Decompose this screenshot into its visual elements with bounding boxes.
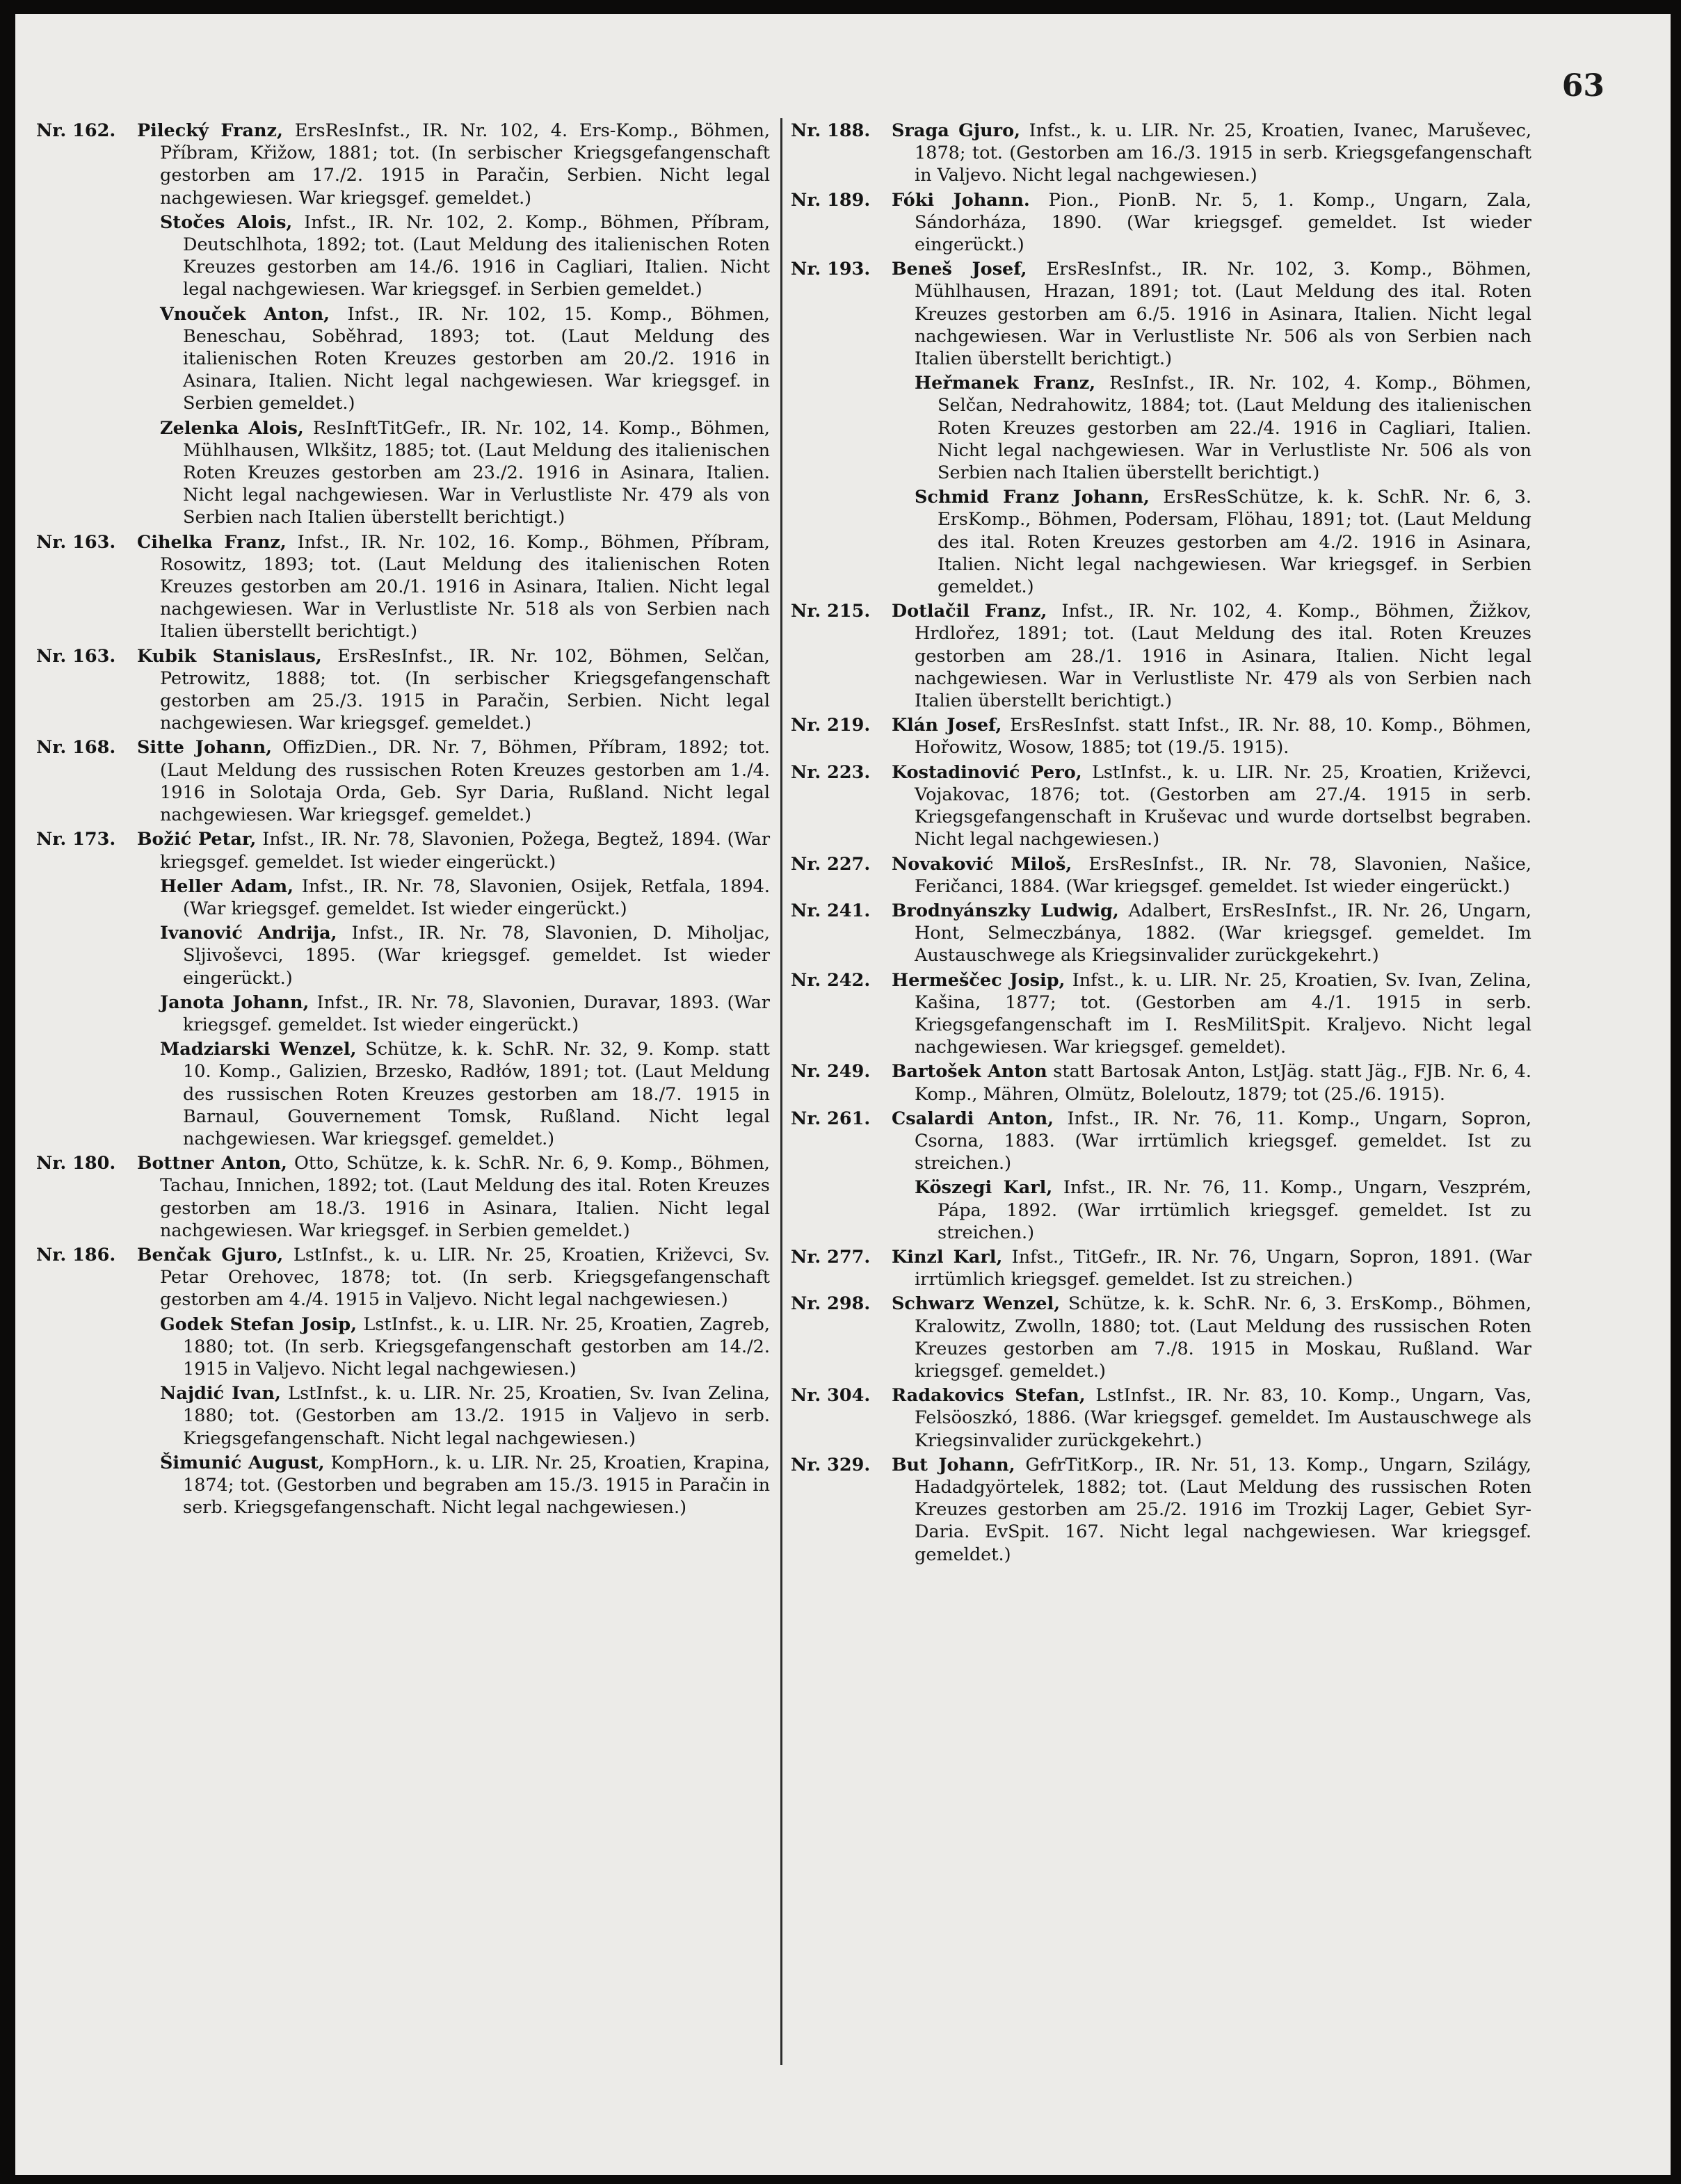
- entry-name: But Johann,: [892, 1454, 1015, 1475]
- column-divider: [780, 118, 782, 2065]
- entry-name: Cihelka Franz,: [137, 531, 287, 553]
- entry-body: [160, 417, 770, 529]
- entry-text: Schütze, k. k. SchR. Nr. 32, 9. Komp. statt 10. Komp., Galizien, Brzesko, Radłów, 1891; tot. (Laut Meldung des russischen Roten Kreuzes gestorben am 18./7. 1915 in Barnaul, Gouvernement Tomsk, Rußland. Nicht legal nachgewiesen. War kriegsgef. gemeldet.): [183, 1039, 771, 1149]
- casualty-entry: [36, 531, 770, 643]
- casualty-entry: [791, 714, 1531, 759]
- entry-name: Heřmanek Franz,: [915, 373, 1096, 394]
- entry-text: Pion., PionB. Nr. 5, 1. Komp., Ungarn, Zala, Sándorháza, 1890. (War kriegsgef. gemeldet. Ist wieder eingerückt.): [915, 189, 1532, 256]
- entry-body: [160, 1382, 770, 1450]
- entry-name: Schwarz Wenzel,: [892, 1293, 1061, 1315]
- entry-number: Nr. 180.: [36, 1153, 116, 1174]
- entry-body: [160, 875, 770, 920]
- entry-text: KompHorn., k. u. LIR. Nr. 25, Kroatien, Krapina, 1874; tot. (Gestorben und begraben am 15./3. 1915 in Paračin in serb. Kriegsgefangenschaft. Nicht legal nachgewiesen.): [183, 1452, 770, 1519]
- entry-body: [915, 372, 1531, 484]
- entry-name: Csalardi Anton,: [892, 1108, 1054, 1129]
- entry-text: GefrTitKorp., IR. Nr. 51, 13. Komp., Ungarn, Szilágy, Hadadgyörtelek, 1882; tot. (Laut Meldung des russischen Roten Kreuzes gestorben am 25./2. 1916 im Trozkij Lager, Gebiet Syr-Daria. EvSpit. 167. Nicht legal nachgewiesen. War kriegsgef. gemeldet.): [915, 1454, 1531, 1565]
- entry-body: [892, 1108, 1531, 1175]
- entry-text: Infst., IR. Nr. 78, Slavonien, Požega, Begtež, 1894. (War kriegsgef. gemeldet. Ist wieder eingerückt.): [160, 829, 771, 873]
- entry-body: [892, 714, 1531, 759]
- entry-name: Stočes Alois,: [160, 211, 293, 233]
- entry-text: LstInfst., IR. Nr. 83, 10. Komp., Ungarn, Vas, Felsöoszkó, 1886. (War kriegsgef. gemeldet. Im Austauschwege als Kriegsinvalider zurückgekehrt.): [915, 1385, 1532, 1451]
- casualty-entry: [36, 922, 770, 989]
- entry-number: Nr. 163.: [36, 531, 116, 553]
- entry-number: Nr. 162.: [36, 120, 116, 141]
- entry-number: Nr. 189.: [791, 189, 871, 211]
- casualty-entry: [36, 1452, 770, 1519]
- entry-text: ErsResInfst., IR. Nr. 102, Böhmen, Selčan, Petrowitz, 1888; tot. (In serbischer Kriegsgefangenschaft gestorben am 25./3. 1915 in Paračin, Serbien. Nicht legal nachgewiesen. War kriegsgef. gemeldet.): [160, 645, 771, 734]
- entry-name: Fóki Johann.: [892, 189, 1030, 211]
- left-column: [36, 120, 770, 1521]
- entry-name: Kubik Stanislaus,: [137, 645, 322, 667]
- casualty-entry: [36, 736, 770, 826]
- casualty-entry: [36, 1152, 770, 1242]
- entry-name: Köszegi Karl,: [915, 1177, 1053, 1199]
- entry-text: ErsResInfst., IR. Nr. 78, Slavonien, Našice, Feričanci, 1884. (War kriegsgef. gemeldet. Ist wieder eingerückt.): [915, 853, 1531, 897]
- casualty-entry: [791, 258, 1531, 370]
- entry-name: Klán Josef,: [892, 715, 1002, 736]
- casualty-entry: [36, 645, 770, 735]
- entry-body: [892, 1454, 1531, 1566]
- casualty-entry: [36, 303, 770, 415]
- entry-text: ErsResInfst., IR. Nr. 102, 4. Ers-Komp., Böhmen, Příbram, Křižow, 1881; tot. (In serbischer Kriegsgefangenschaft gestorben am 17./2. 1915 in Paračin, Serbien. Nicht legal nachgewiesen. War kriegsgef. gemeldet.): [160, 120, 770, 209]
- casualty-entry: [36, 828, 770, 873]
- entry-number: Nr. 277.: [791, 1246, 871, 1268]
- casualty-entry: [36, 992, 770, 1036]
- entry-body: [137, 828, 770, 873]
- entry-number: Nr. 215.: [791, 601, 871, 622]
- casualty-entry: [791, 853, 1531, 898]
- casualty-entry: [791, 1060, 1531, 1105]
- casualty-entry: [36, 875, 770, 920]
- entry-name: Brodnyánszky Ludwig,: [892, 900, 1119, 921]
- entry-text: ResInftTitGefr., IR. Nr. 102, 14. Komp., Böhmen, Mühlhausen, Wlkšitz, 1885; tot. (Laut Meldung des italienischen Roten Kreuzes gestorben am 23./2. 1916 in Asinara, Italien. Nicht legal nachgewiesen. War in Verlustliste Nr. 479 als von Serbien nach Italien überstellt berichtigt.): [183, 417, 770, 528]
- casualty-entry: [791, 1293, 1531, 1382]
- entry-body: [915, 486, 1531, 598]
- entry-body: [892, 1293, 1531, 1382]
- entry-name: Sitte Johann,: [137, 737, 272, 759]
- casualty-entry: [36, 120, 770, 209]
- entry-name: Schmid Franz Johann,: [915, 487, 1150, 508]
- entry-text: Schütze, k. k. SchR. Nr. 6, 3. ErsKomp., Böhmen, Kralowitz, Zwolln, 1880; tot. (Laut Meldung des russischen Roten Kreuzes gestorben am 7./8. 1915 in Moskau, Rußland. War kriegsgef. gemeldet.): [915, 1293, 1531, 1382]
- entry-text: Infst., IR. Nr. 102, 16. Komp., Böhmen, Příbram, Rosowitz, 1893; tot. (Laut Meldung des italienischen Roten Kreuzes gestorben am 20./1. 1916 in Asinara, Italien. Nicht legal nachgewiesen. War in Verlustliste Nr. 518 als von Serbien nach Italien überstellt berichtigt.): [160, 531, 770, 642]
- entry-name: Madziarski Wenzel,: [160, 1039, 357, 1060]
- entry-text: ResInfst., IR. Nr. 102, 4. Komp., Böhmen, Selčan, Nedrahowitz, 1884; tot. (Laut Meldung des italienischen Roten Kreuzes gestorben am 22./4. 1916 in Cagliari, Italien. Nicht legal nachgewiesen. War in Verlustliste Nr. 506 als von Serbien nach Italien überstellt berichtigt.): [938, 373, 1532, 484]
- entry-body: [160, 1038, 770, 1150]
- entry-body: [137, 120, 770, 209]
- entry-number: Nr. 163.: [36, 645, 116, 667]
- entry-name: Božić Petar,: [137, 829, 257, 850]
- entry-text: ErsResSchütze, k. k. SchR. Nr. 6, 3. ErsKomp., Böhmen, Podersam, Flöhau, 1891; tot. (Laut Meldung des ital. Roten Kreuzes gestorben am 4./2. 1916 in Asinara, Italien. Nicht legal nachgewiesen. War kriegsgef. in Serbien gemeldet.): [938, 487, 1531, 598]
- entry-text: Infst., IR. Nr. 102, 2. Komp., Böhmen, Příbram, Deutschlhota, 1892; tot. (Laut Meldung des italienischen Roten Kreuzes gestorben am 14./6. 1916 in Cagliari, Italien. Nicht legal nachgewiesen. War kriegsgef. in Serbien gemeldet.): [183, 211, 771, 300]
- entry-number: Nr. 188.: [791, 120, 871, 141]
- entry-name: Najdić Ivan,: [160, 1383, 281, 1405]
- entry-text: Infst., IR. Nr. 78, Slavonien, D. Miholjac, Sljivoševci, 1895. (War kriegsgef. gemeldet. Ist wieder eingerückt.): [183, 923, 770, 989]
- casualty-entry: [791, 1108, 1531, 1175]
- casualty-entry: [791, 1246, 1531, 1291]
- entry-text: statt Bartosak Anton, LstJäg. statt Jäg., FJB. Nr. 6, 4. Komp., Mähren, Olmütz, Boleloutz, 1879; tot (25./6. 1915).: [915, 1061, 1531, 1105]
- casualty-entry: [36, 211, 770, 301]
- entry-body: [160, 1313, 770, 1381]
- entry-number: Nr. 304.: [791, 1385, 871, 1407]
- casualty-entry: [791, 189, 1531, 257]
- entry-name: Vnouček Anton,: [160, 303, 330, 325]
- entry-text: Infst., k. u. LIR. Nr. 25, Kroatien, Sv. Ivan, Zelina, Kašina, 1877; tot. (Gestorben am 4./1. 1915 in serb. Kriegsgefangenschaft im I. ResMilitSpit. Kraljevo. Nicht legal nachgewiesen. War kriegsgef. gemeldet).: [915, 969, 1531, 1058]
- entry-name: Kinzl Karl,: [892, 1246, 1003, 1268]
- entry-text: Infst., TitGefr., IR. Nr. 76, Ungarn, Sopron, 1891. (War irrtümlich kriegsgef. gemeldet. Ist zu streichen.): [915, 1246, 1532, 1291]
- entry-name: Novaković Miloš,: [892, 853, 1072, 875]
- entry-name: Benčak Gjuro,: [137, 1244, 284, 1265]
- entry-text: Infst., IR. Nr. 76, 11. Komp., Ungarn, Sopron, Csorna, 1883. (War irrtümlich kriegsgef. gemeldet. Ist zu streichen.): [915, 1108, 1531, 1174]
- entry-text: LstInfst., k. u. LIR. Nr. 25, Kroatien, Sv. Ivan Zelina, 1880; tot. (Gestorben am 13./2. 1915 in Valjevo in serb. Kriegsgefangenschaft. Nicht legal nachgewiesen.): [183, 1383, 771, 1449]
- entry-number: Nr. 219.: [791, 715, 871, 736]
- entry-name: Kostadinović Pero,: [892, 761, 1082, 783]
- entry-text: OffizDien., DR. Nr. 7, Böhmen, Příbram, 1892; tot. (Laut Meldung des russischen Roten Kreuzes gestorben am 1./4. 1916 in Solotaja Orda, Geb. Syr Daria, Rußland. Nicht legal nachgewiesen. War kriegsgef. gemeldet.): [160, 737, 771, 826]
- entry-body: [137, 645, 770, 735]
- entry-number: Nr. 298.: [791, 1293, 871, 1315]
- entry-text: ErsResInfst. statt Infst., IR. Nr. 88, 10. Komp., Böhmen, Hořowitz, Wosow, 1885; tot (19./5. 1915).: [915, 715, 1531, 759]
- entry-body: [892, 1060, 1531, 1105]
- entry-body: [892, 1384, 1531, 1452]
- casualty-entry: [791, 372, 1531, 484]
- entry-number: Nr. 261.: [791, 1108, 871, 1129]
- entry-body: [137, 531, 770, 643]
- entry-text: Infst., IR. Nr. 76, 11. Komp., Ungarn, Veszprém, Pápa, 1892. (War irrtümlich kriegsgef. gemeldet. Ist zu streichen.): [938, 1177, 1531, 1243]
- casualty-entry: [791, 761, 1531, 851]
- entry-name: Bottner Anton,: [137, 1153, 287, 1174]
- casualty-entry: [791, 120, 1531, 187]
- entry-body: [160, 303, 770, 415]
- casualty-entry: [791, 600, 1531, 712]
- casualty-entry: [791, 486, 1531, 598]
- entry-name: Radakovics Stefan,: [892, 1385, 1086, 1407]
- casualty-entry: [36, 1382, 770, 1450]
- document-page: [15, 14, 1671, 2175]
- casualty-entry: [791, 1454, 1531, 1566]
- entry-number: Nr. 227.: [791, 853, 871, 875]
- entry-name: Ivanović Andrija,: [160, 923, 337, 944]
- entry-number: Nr. 193.: [791, 259, 871, 280]
- casualty-entry: [36, 1038, 770, 1150]
- entry-name: Janota Johann,: [160, 992, 309, 1013]
- entry-text: Infst., IR. Nr. 102, 15. Komp., Böhmen, Beneschau, Soběhrad, 1893; tot. (Laut Meldung des italienischen Roten Kreuzes gestorben am 20./2. 1916 in Asinara, Italien. Nicht legal nachgewiesen. War kriegsgef. in Serbien gemeldet.): [183, 303, 771, 414]
- entry-text: Otto, Schütze, k. k. SchR. Nr. 6, 9. Komp., Böhmen, Tachau, Innichen, 1892; tot. (Laut Meldung des ital. Roten Kreuzes gestorben am 18./3. 1916 in Asinara, Italien. Nicht legal nachgewiesen. War kriegsgef. in Serbien gemeldet.): [160, 1153, 770, 1241]
- entry-number: Nr. 249.: [791, 1061, 871, 1083]
- right-column: [791, 120, 1531, 1568]
- entry-body: [892, 600, 1531, 712]
- entry-number: Nr. 329.: [791, 1454, 871, 1475]
- entry-text: Infst., IR. Nr. 78, Slavonien, Duravar, 1893. (War kriegsgef. gemeldet. Ist wieder eingerückt.): [183, 992, 770, 1035]
- entry-body: [892, 120, 1531, 187]
- entry-text: LstInfst., k. u. LIR. Nr. 25, Kroatien, Križevci, Vojakovac, 1876; tot. (Gestorben am 27./4. 1915 in serb. Kriegsgefangenschaft in Kruševac und wurde dortselbst begraben. Nicht legal nachgewiesen.): [915, 761, 1531, 850]
- casualty-entry: [791, 900, 1531, 967]
- entry-name: Pilecký Franz,: [137, 120, 283, 141]
- entry-name: Heller Adam,: [160, 875, 293, 897]
- entry-body: [137, 1152, 770, 1242]
- entry-name: Bartošek Anton: [892, 1061, 1047, 1083]
- entry-body: [892, 189, 1531, 257]
- entry-text: ErsResInfst., IR. Nr. 102, 3. Komp., Böhmen, Mühlhausen, Hrazan, 1891; tot. (Laut Meldung des ital. Roten Kreuzes gestorben am 6./5. 1916 in Asinara, Italien. Nicht legal nachgewiesen. War in Verlustliste Nr. 506 als von Serbien nach Italien überstellt berichtigt.): [915, 259, 1531, 370]
- entry-text: LstInfst., k. u. LIR. Nr. 25, Kroatien, Zagreb, 1880; tot. (In serb. Kriegsgefangenschaft gestorben am 14./2. 1915 in Valjevo. Nicht legal nachgewiesen.): [183, 1313, 770, 1380]
- casualty-entry: [791, 1384, 1531, 1452]
- entry-text: Infst., IR. Nr. 78, Slavonien, Osijek, Retfala, 1894. (War kriegsgef. gemeldet. Ist wieder eingerückt.): [183, 875, 771, 919]
- entry-body: [892, 761, 1531, 851]
- entry-name: Hermeščec Josip,: [892, 969, 1065, 991]
- casualty-entry: [36, 1244, 770, 1311]
- entry-body: [160, 922, 770, 989]
- entry-body: [160, 992, 770, 1036]
- entry-body: [892, 969, 1531, 1059]
- entry-body: [892, 900, 1531, 967]
- casualty-entry: [36, 417, 770, 529]
- entry-text: Adalbert, ErsResInfst., IR. Nr. 26, Ungarn, Hont, Selmeczbánya, 1882. (War kriegsgef. gemeldet. Im Austauschwege als Kriegsinvalider zurückgekehrt.): [915, 900, 1532, 966]
- entry-body: [137, 736, 770, 826]
- entry-number: Nr. 173.: [36, 829, 116, 850]
- entry-text: LstInfst., k. u. LIR. Nr. 25, Kroatien, Križevci, Sv. Petar Orehovec, 1878; tot. (In serb. Kriegsgefangenschaft gestorben am 4./4. 1915 in Valjevo. Nicht legal nachgewiesen.): [160, 1244, 771, 1311]
- entry-number: Nr. 241.: [791, 900, 871, 921]
- entry-name: Sraga Gjuro,: [892, 120, 1020, 141]
- entry-text: Infst., IR. Nr. 102, 4. Komp., Böhmen, Žižkov, Hrdlořez, 1891; tot. (Laut Meldung des ital. Roten Kreuzes gestorben am 28./1. 1916 in Asinara, Italien. Nicht legal nachgewiesen. War in Verlustliste Nr. 479 als von Serbien nach Italien überstellt berichtigt.): [915, 601, 1532, 712]
- entry-body: [892, 258, 1531, 370]
- entry-body: [137, 1244, 770, 1311]
- entry-name: Godek Stefan Josip,: [160, 1313, 357, 1335]
- casualty-entry: [791, 969, 1531, 1059]
- entry-number: Nr. 223.: [791, 761, 871, 783]
- entry-name: Dotlačil Franz,: [892, 601, 1047, 622]
- entry-number: Nr. 186.: [36, 1244, 116, 1265]
- page-number: 63: [1561, 68, 1604, 104]
- entry-number: Nr. 168.: [36, 737, 116, 759]
- entry-text: Infst., k. u. LIR. Nr. 25, Kroatien, Ivanec, Maruševec, 1878; tot. (Gestorben am 16./3. 1915 in serb. Kriegsgefangenschaft in Valjevo. Nicht legal nachgewiesen.): [915, 120, 1531, 186]
- entry-body: [892, 1246, 1531, 1291]
- entry-name: Šimunić August,: [160, 1452, 325, 1473]
- entry-name: Beneš Josef,: [892, 259, 1027, 280]
- entry-number: Nr. 242.: [791, 969, 871, 991]
- entry-body: [160, 211, 770, 301]
- casualty-entry: [36, 1313, 770, 1381]
- entry-body: [915, 1176, 1531, 1244]
- casualty-entry: [791, 1176, 1531, 1244]
- entry-body: [160, 1452, 770, 1519]
- entry-body: [892, 853, 1531, 898]
- entry-name: Zelenka Alois,: [160, 417, 304, 439]
